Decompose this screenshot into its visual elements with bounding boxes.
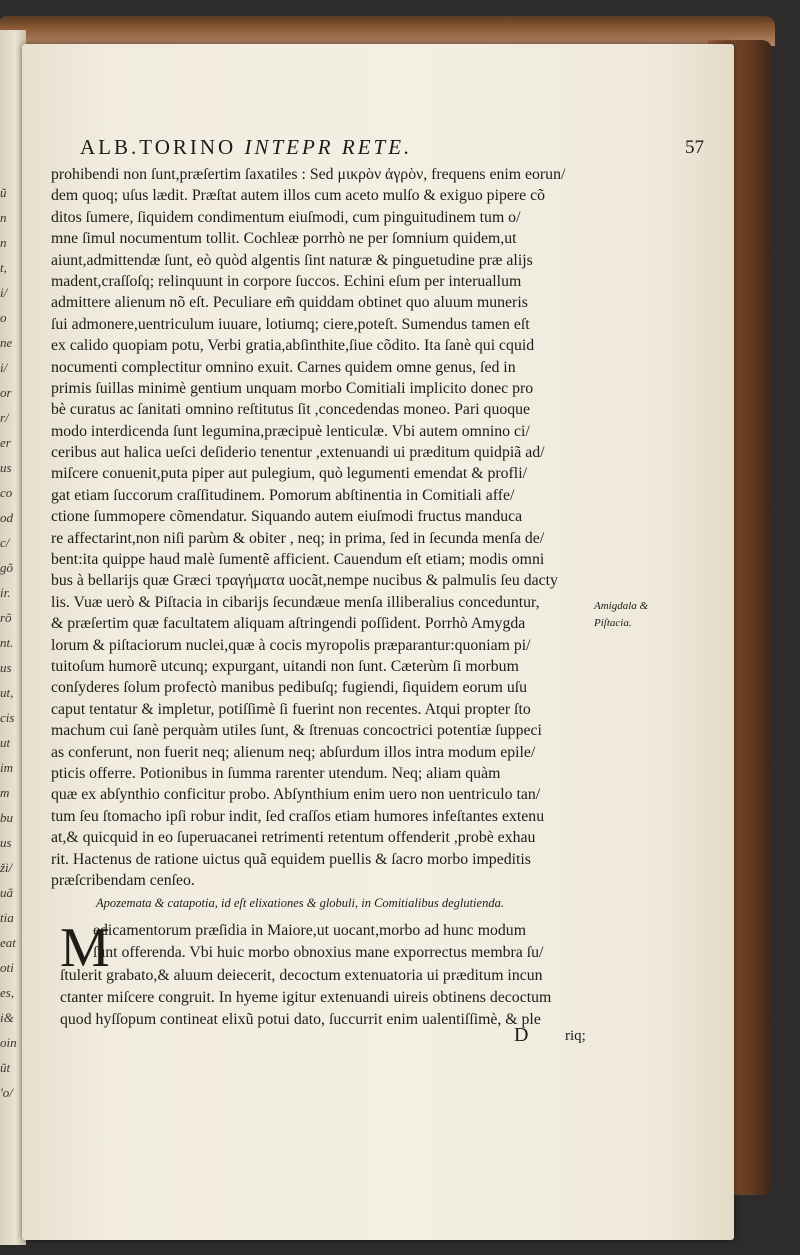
text-line: rit. Hactenus de ratione uictus quã equidem puellis & ſacro morbo impeditis bbox=[51, 850, 531, 868]
previous-page-fragment: o bbox=[0, 310, 7, 325]
text-line: admittere alienum nõ eſt. Peculiare em̃ quiddam obtinet quo aluum muneris bbox=[51, 294, 528, 312]
previous-page-fragment: od bbox=[0, 510, 13, 525]
text-line: miſcere conuenit,puta piper aut pulegium, quò legumenti emendat & profli/ bbox=[51, 465, 527, 483]
text-line: conſyderes ſolum profectò manibus pedibuſq; fugiendi, ſiquidem eorum uſu bbox=[51, 679, 528, 697]
marginal-note-line: Amigdala & bbox=[594, 600, 649, 612]
previous-page-fragment: er bbox=[0, 435, 11, 450]
previous-page-fragment: us bbox=[0, 660, 12, 675]
section-subheading: Apozemata & catapotia, id eſt elixationes & globuli, in Comitialibus deglutienda. bbox=[96, 896, 504, 910]
text-line: gat etiam ſuccorum craſſitudinem. Pomorum abſtinentia in Comitiali affe/ bbox=[51, 486, 515, 504]
text-line: madent,craſſoſq; relinquunt in corpore ſuccos. Echini eſum per interuallum bbox=[51, 272, 522, 290]
second-paragraph-lines bbox=[60, 917, 605, 1031]
previous-page-fragment: n bbox=[0, 210, 7, 225]
text-line: præſcribendam cenſeo. bbox=[51, 871, 195, 889]
text-line: lis. Vuæ uerò & Piſtacia in cibarijs ſecundæue menſa illiberalius conceduntur, bbox=[51, 593, 540, 611]
previous-page-fragment: us bbox=[0, 460, 12, 475]
main-text-block bbox=[51, 164, 603, 891]
previous-page-fragment: es, bbox=[0, 985, 15, 1000]
text-line: prohibendi non ſunt,præſertim ſaxatiles : Sed μικρὸν ἀγρὸν, frequens enim eorun/ bbox=[51, 166, 566, 183]
previous-page-fragment: cis bbox=[0, 710, 15, 725]
text-line: & præſertim quæ facultatem aliquam aſtringendi poſſident. Porrhò Amygda bbox=[51, 615, 526, 633]
previous-page-fragment: tia bbox=[0, 910, 14, 925]
text-line: ſunt offerenda. Vbi huic morbo obnoxius mane exporrectus membra ſu/ bbox=[93, 944, 544, 962]
page-header bbox=[80, 135, 710, 165]
text-line: quod hyſſopum contineat elixũ potui dato, ſuccurrit enim ualentiſſimè, & ple bbox=[60, 1011, 541, 1029]
catchword: riq; bbox=[565, 1028, 586, 1044]
previous-page-fragment: c/ bbox=[0, 535, 10, 550]
text-line: as conferunt, non fuerit neq; alienum neq; abſurdum illos intra modum epile/ bbox=[51, 743, 536, 761]
previous-page-fragment: or bbox=[0, 385, 12, 400]
previous-page-fragment: i/ bbox=[0, 360, 8, 375]
text-line: caput tentatur & impletur, potiſſimè ſi fuerint non recentes. Atqui propter ſto bbox=[51, 700, 531, 718]
previous-page-fragment: ži/ bbox=[0, 860, 13, 875]
text-line: lorum & piſtaciorum nuclei,quæ à cocis myropolis præparantur:quoniam pi/ bbox=[51, 636, 531, 654]
previous-page-fragment: i& bbox=[0, 1010, 14, 1025]
text-line: pticis offerre. Potionibus in ſumma rarenter utendum. Neq; aliam quàm bbox=[51, 764, 501, 782]
text-line: ctione ſummopere cõmendatur. Siquando autem eiuſmodi fructus manduca bbox=[51, 508, 523, 526]
text-line: machum cui ſanè perquàm utiles ſunt, & ſtrenuas concoctrici potentiæ ſuppeci bbox=[51, 722, 542, 740]
text-line: tum ſeu ſtomacho ipſi robur indit, ſed craſſos etiam humores infeſtantes extenu bbox=[51, 807, 545, 825]
text-line: at,& quicquid in eo ſuperuacanei retrimenti retentum offenderit ,probè exhau bbox=[51, 829, 536, 847]
previous-page-fragment: im bbox=[0, 760, 13, 775]
text-line: ceribus aut halica ueſci deſiderio tenentur ,extenuandi ui præditum quidpiã ad/ bbox=[51, 444, 545, 462]
previous-page-fragment: us bbox=[0, 835, 12, 850]
text-line: bus à bellarijs quæ Græci τραγήματα uocãt,nempe nucibus & palmulis ſeu dacty bbox=[51, 572, 558, 590]
running-title-italic: INTEPR RETE. bbox=[244, 135, 413, 159]
text-line: modo interdicenda ſunt legumina,præcipuè lenticulæ. Vbi autem omnino ci/ bbox=[51, 422, 530, 440]
previous-page-fragment: bu bbox=[0, 810, 13, 825]
text-line: ctanter miſcere congruit. In hyeme igitur extenuandi uireis obtinens decoctum bbox=[60, 988, 552, 1006]
previous-page-fragment: r/ bbox=[0, 410, 9, 425]
text-line: tuitoſum humorẽ utcunq; expurgant, uitandi non ſunt. Cæterùm ſi morbum bbox=[51, 657, 519, 675]
drop-cap: M bbox=[60, 917, 110, 979]
previous-page-fragment: uã bbox=[0, 885, 13, 900]
previous-page-fragment: t, bbox=[0, 260, 7, 275]
previous-page-fragment: ne bbox=[0, 335, 13, 350]
book-top-edge bbox=[0, 16, 775, 46]
text-line: bè curatus ac ſanitati omnino reſtitutus ſit ,concedendas moneo. Pari quoque bbox=[51, 401, 531, 419]
text-line: re affectarint,non niſi parùm & obiter , neq; in prima, ſed in ſecunda menſa de/ bbox=[51, 529, 545, 547]
signature-mark: D bbox=[514, 1024, 529, 1046]
page-number: 57 bbox=[685, 137, 704, 158]
text-line: nocumenti complectitur omnino exuit. Carnes quidem omne genus, ſed in bbox=[51, 358, 516, 376]
text-line: ex calido quopiam potu, Verbi gratia,abſinthite,ſiue cõdito. Ita ſanè qui cquid bbox=[51, 337, 535, 355]
running-title-roman: ALB.TORINO bbox=[80, 135, 237, 159]
text-line: ſui admonere,uentriculum iuuare, lotiumq; ciere,poteſt. Sumendus tamen eſt bbox=[51, 315, 530, 333]
running-title bbox=[80, 135, 412, 160]
previous-page-fragment: ũt bbox=[0, 1060, 11, 1075]
previous-page-fragment: n bbox=[0, 235, 7, 250]
previous-page-fragment: gõ bbox=[0, 560, 13, 575]
text-line: dem quoq; uſus lædit. Præſtat autem illos cum aceto mulſo & exiguo pipere cõ bbox=[51, 187, 546, 205]
previous-page-fragment: ir. bbox=[0, 585, 11, 600]
previous-page-fragment: 'o/ bbox=[0, 1085, 13, 1100]
previous-page-fragment: co bbox=[0, 485, 13, 500]
text-line: ſtulerit grabato,& aluum deiecerit, decoctum extenuatoria ui præditum incun bbox=[60, 966, 543, 984]
previous-page-fragment: ut, bbox=[0, 685, 14, 700]
marginal-note-line: Piſtacia. bbox=[594, 617, 632, 629]
text-line: quæ ex abſynthio conficitur probo. Abſynthium enim uero non uentriculo tan/ bbox=[51, 786, 541, 804]
text-line: mne ſimul nocumentum tollit. Cochleæ porrhò ne per ſomnium quidem,ut bbox=[51, 230, 517, 248]
previous-page-fragment: eat bbox=[0, 935, 16, 950]
previous-page-fragment: oin bbox=[0, 1035, 17, 1050]
previous-page-fragment: rõ bbox=[0, 610, 12, 625]
previous-page-fragment: ũ bbox=[0, 185, 7, 200]
previous-page-fragment: i/ bbox=[0, 285, 8, 300]
text-line: edicamentorum præſidia in Maiore,ut uocant,morbo ad hunc modum bbox=[93, 922, 526, 939]
previous-page-fragment: ut bbox=[0, 735, 11, 750]
previous-page-fragment: nt. bbox=[0, 635, 14, 650]
previous-page-fragment: m bbox=[0, 785, 10, 800]
marginal-note bbox=[594, 598, 674, 632]
text-line: primis ſuillas minimè gentium unquam morbo Comitiali implicito donec pro bbox=[51, 379, 534, 397]
text-line: bent:ita quippe haud malè ſumentẽ afficient. Cauendum eſt etiam; modis omni bbox=[51, 551, 545, 569]
text-line: aiunt,admittendæ ſunt, eò quòd algentis ſint naturæ & pinguetudine præ alijs bbox=[51, 251, 533, 269]
text-line: ditos ſumere, ſiquidem condimentum eiuſmodi, cum pinguitudinem tum o/ bbox=[51, 208, 521, 226]
previous-page-fragment: oti bbox=[0, 960, 14, 975]
